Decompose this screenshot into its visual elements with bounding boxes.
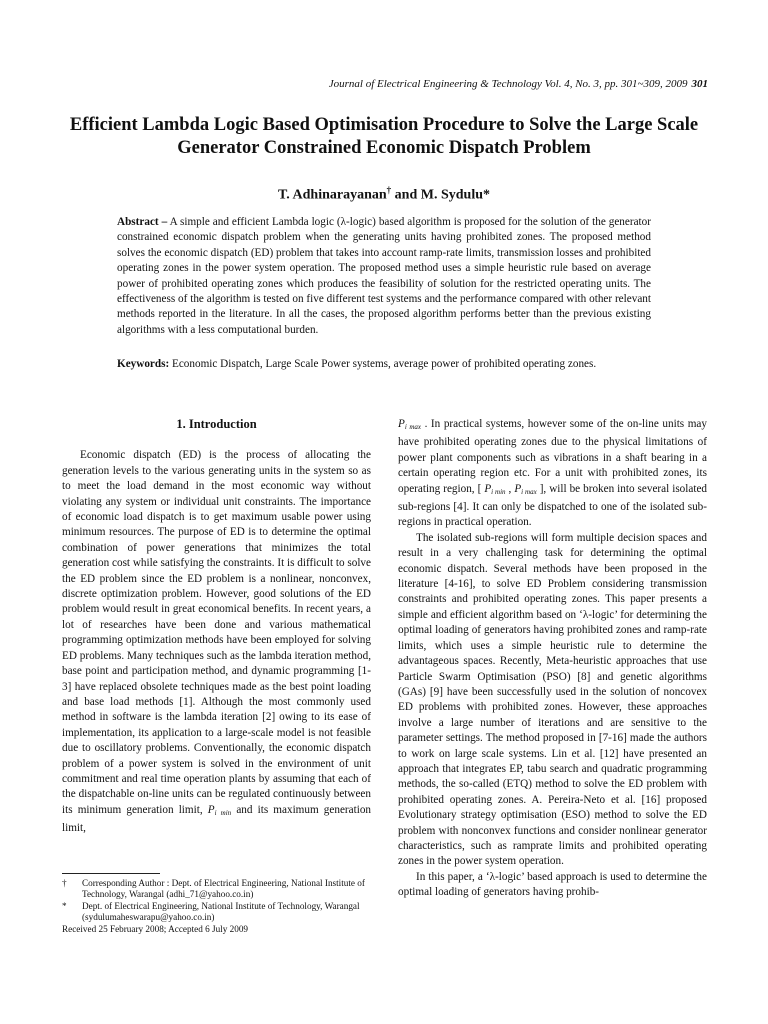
abstract (117, 215, 651, 338)
intro-paragraph-1 (62, 448, 371, 836)
intro-paragraph-2: The isolated sub-regions will form multiple decision spaces and result in a very challenging task for determining the optimal economic dispatch. Several methods have been proposed in the literature [4-16], to solve ED Problem considering transmission constraints and prohibited operating zones. This paper presents a simple and efficient algorithm based on ‘λ-logic’ for determining the optimal loading of generators having prohibited zones and ramp-rate limits, which uses a simple heuristic rule to determine the advantageous spaces. Recently, Meta-heuristic approaches that use Particle Swarm Optimisation (PSO) [8] and genetic algorithms (GAs) [9] have been successfully used in the solution of noncovex ED problems with prohibited zones. However, these approaches involve a large number of iterations and are sensitive to the parameter settings. The method proposed in [7-16] made the authors to work on large scale systems. Lin et al. [12] have presented an approach that integrates EP, tabu search and quadratic programming methods, the so-called (ETQ) method to solve the ED problem with prohibited operating zones. A. Pereira-Neto et al. [16] proposed Evolutionary strategy optimisation (ESO) method to solve the ED problem with nonconvex functions and consider nonlinear generator characteristics, such as ramprate limits and prohibited operating zones in the power system operation. (398, 531, 707, 868)
keywords-label: Keywords: (117, 358, 170, 370)
intro-text-2: and its maximum generation limit, (62, 803, 372, 835)
range-close: ], (539, 482, 547, 495)
footnote-1 (62, 878, 371, 901)
section-heading: 1. Introduction (176, 417, 257, 431)
footnotes (62, 878, 371, 935)
footnote-rule (62, 873, 160, 874)
range-pmax-symbol: P (514, 482, 522, 495)
journal-citation: Journal of Electrical Engineering & Technology Vol. 4, No. 3, pp. 301~309, 2009 (328, 78, 688, 90)
author-1-mark: † (386, 185, 392, 195)
footnote-2-mark: * (62, 900, 67, 911)
intro-paragraph-1-cont (398, 417, 707, 531)
author-line (60, 185, 708, 204)
pmax-symbol: P (398, 418, 405, 430)
abstract-label: Abstract – (117, 216, 168, 228)
footnote-2-text: Dept. of Electrical Engineering, National Institute of Technology, Warangal (sydulumaheswarapu@yahoo.co.in) (82, 900, 360, 923)
paper-title: Efficient Lambda Logic Based Optimisation Procedure to Solve the Large Scale Generator Constrained Economic Dispatch Problem (69, 115, 699, 158)
right-column (398, 417, 707, 901)
keywords (117, 357, 651, 372)
pmin-symbol: P (207, 803, 215, 816)
footnote-2 (62, 901, 371, 924)
pmin-subscript: i min (214, 808, 232, 817)
footnote-1-mark: † (62, 878, 67, 888)
intro-paragraph-3: In this paper, a ‘λ-logic’ based approach is used to determine the optimal loading of generators having prohib- (398, 870, 707, 899)
range-open: [ (477, 482, 482, 495)
range-separator: , (508, 482, 512, 495)
keywords-text: Economic Dispatch, Large Scale Power systems, average power of prohibited operating zones. (172, 358, 597, 370)
intro-text-3: . In practical systems, however some of the on-line units may have prohibited operating zones due to the physical limitations of power plant components such as vibrations in a shaft bearing in a certain operating region etc. For a unit with prohibited zones, its operating region, (398, 418, 707, 495)
page-number: 301 (691, 78, 708, 90)
abstract-text: A simple and efficient Lambda logic (λ-logic) based algorithm is proposed for the solution of the generator constrained economic dispatch problem when the generating units having prohibited zones. The proposed method solves the economic dispatch (ED) problem that takes into account ramp-rate limits, transmission losses and prohibited operating zones in the power system operation. The proposed method uses a simple heuristic rule based on average power of prohibited operating zones which produces the feasibility of solution for the restricted operating units. The effectiveness of the algorithm is tested on five different test systems and the performance compared with other relevant methods reported in the literature. In all the cases, the proposed algorithm performs better than the previous existing algorithms with a less computational burden. (117, 216, 651, 336)
author-separator: and (391, 187, 421, 203)
author-2: M. Sydulu* (420, 187, 490, 203)
intro-text-1: Economic dispatch (ED) is the process of allocating the generation levels to the various generating units in the system so as to meet the load demand in the most economic way without violating any system or individual unit constraints. The importance of economic load dispatch is to get maximum usable power using minimum resources. The purpose of ED is to determine the optimal combination of power generations that minimizes the total generation cost while satisfying the constraints. It is difficult to solve the ED problem since the ED problem is a nonlinear, nonconvex, discrete optimization problem. However, good solutions of the ED problem would result in great economical benefits. In recent years, a lot of researches have been done and various mathematical programming optimization methods have been employed for solving ED problems. Many techniques such as the lambda iteration method, base point and participation method, and dynamic programming [1-3] have replaced obsolete techniques made as the best point loading and base load methods [1]. Although the most commonly used method in software is the lambda iteration [2] owing to its ease of implementation, its application to a large-scale model is not feasible due to oscillatory problems. Conventionally, the economic dispatch problem of a power system is solved in the environment of unit commitment and real time operation plants by assuming that each of the dispatchable on-line units can be regulated continuously between its minimum generation limit, (62, 449, 371, 816)
range-pmax-subscript: i max (521, 487, 537, 496)
range-pmin-symbol: P (484, 482, 492, 495)
received-dates: Received 25 February 2008; Accepted 6 July 2009 (62, 923, 249, 934)
footnote-1-text: Corresponding Author : Dept. of Electrical Engineering, National Institute of Technology, Warangal (adhi_71@yahoo.co.in) (82, 878, 365, 900)
range-pmin-subscript: i min (491, 487, 506, 496)
intro-text-4: will be broken into several isolated sub-regions [4]. It can only be dispatched to one of the isolated sub-regions in practical operation. (398, 482, 708, 529)
left-column (62, 417, 371, 837)
running-head (329, 78, 708, 90)
pmax-subscript: i max (404, 423, 421, 431)
author-1: T. Adhinarayanan (278, 187, 387, 203)
